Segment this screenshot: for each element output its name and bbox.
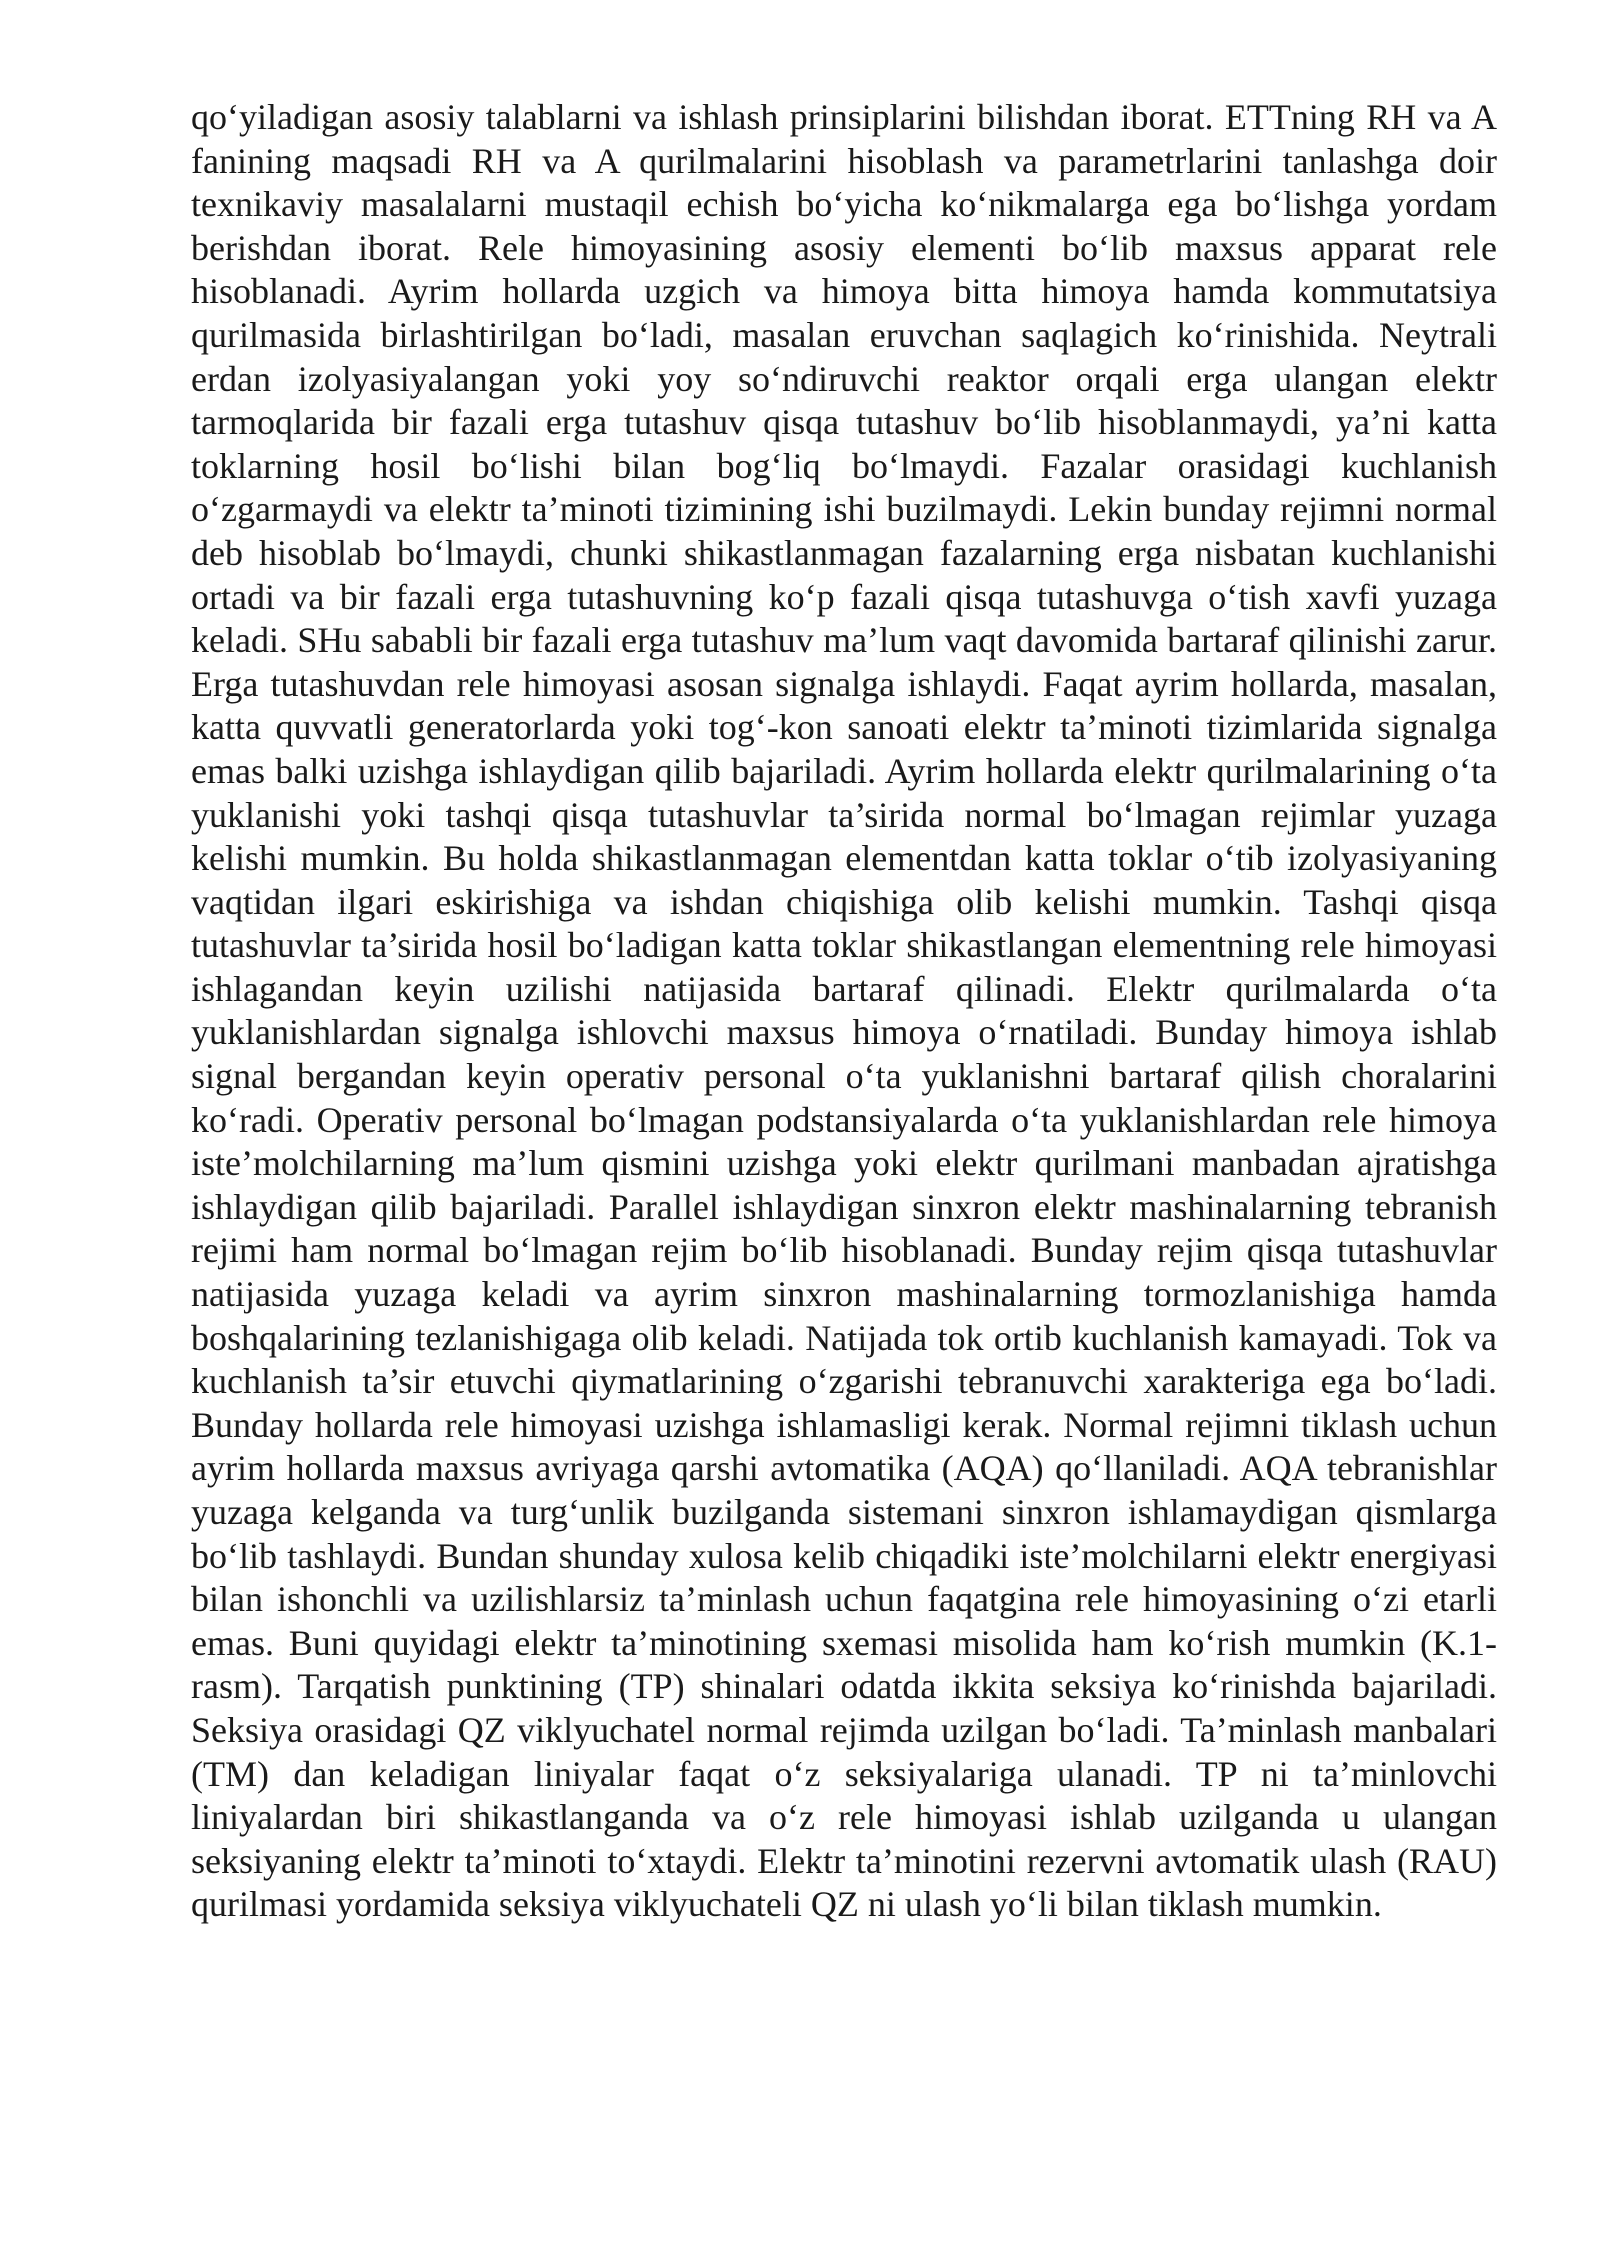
body-paragraph: qo‘yiladigan asosiy talablarni va ishlash prinsiplarini bilishdan iborat. ETTning RH va A fanining maqsadi RH va A qurilmalarini hisoblash va parametrlarini tanlashga doir texnikaviy masalalarni mustaqil echish bo‘yicha ko‘nikmalarga ega bo‘lishga yordam berishdan iborat. Rele himoyasining asosiy elementi bo‘lib maxsus apparat rele hisoblanadi. Ayrim hollarda uzgich va himoya bitta himoya hamda kommutatsiya qurilmasida birlashtirilgan bo‘ladi, masalan eruvchan saqlagich ko‘rinishida. Neytrali erdan izolyasiyalangan yoki yoy so‘ndiruvchi reaktor orqali erga ulangan elektr tarmoqlarida bir fazali erga tutashuv qisqa tutashuv bo‘lib hisoblanmaydi, ya’ni katta toklarning hosil bo‘lishi bilan bog‘liq bo‘lmaydi. Fazalar orasidagi kuchlanish o‘zgarmaydi va elektr ta’minoti tizimining ishi buzilmaydi. Lekin bunday rejimni normal deb hisoblab bo‘lmaydi, chunki shikastlanmagan fazalarning erga nisbatan kuchlanishi ortadi va bir fazali erga tutashuvning ko‘p fazali qisqa tutashuvga o‘tish xavfi yuzaga keladi. SHu sababli bir fazali erga tutashuv ma’lum vaqt davomida bartaraf qilinishi zarur. Erga tutashuvdan rele himoyasi asosan signalga ishlaydi. Faqat ayrim hollarda, masalan, katta quvvatli generatorlarda yoki tog‘-kon sanoati elektr ta’minoti tizimlarida signalga emas balki uzishga ishlaydigan qilib bajariladi. Ayrim hollarda elektr qurilmalarining o‘ta yuklanishi yoki tashqi qisqa tutashuvlar ta’sirida normal bo‘lmagan rejimlar yuzaga kelishi mumkin. Bu holda shikastlanmagan elementdan katta toklar o‘tib izolyasiyaning vaqtidan ilgari eskirishiga va ishdan chiqishiga olib kelishi mumkin. Tashqi qisqa tutashuvlar ta’sirida hosil bo‘ladigan katta toklar shikastlangan elementning rele himoyasi ishlagandan keyin uzilishi natijasida bartaraf qilinadi. Elektr qurilmalarda o‘ta yuklanishlardan signalga ishlovchi maxsus himoya o‘rnatiladi. Bunday himoya ishlab signal bergandan keyin operativ personal o‘ta yuklanishni bartaraf qilish choralarini ko‘radi. Operativ personal bo‘lmagan podstansiyalarda o‘ta yuklanishlardan rele himoya iste’molchilarning ma’lum qismini uzishga yoki elektr qurilmani manbadan ajratishga ishlaydigan qilib bajariladi. Parallel ishlaydigan sinxron elektr mashinalarning tebranish rejimi ham normal bo‘lmagan rejim bo‘lib hisoblanadi. Bunday rejim qisqa tutashuvlar natijasida yuzaga keladi va ayrim sinxron mashinalarning tormozlanishiga hamda boshqalarining tezlanishigaga olib keladi. Natijada tok ortib kuchlanish kamayadi. Tok va kuchlanish ta’sir etuvchi qiymatlarining o‘zgarishi tebranuvchi xarakteriga ega bo‘ladi. Bunday hollarda rele himoyasi uzishga ishlamasligi kerak. Normal rejimni tiklash uchun ayrim hollarda maxsus avriyaga qarshi avtomatika (AQA) qo‘llaniladi. AQA tebranishlar yuzaga kelganda va turg‘unlik buzilganda sistemani sinxron ishlamaydigan qismlarga bo‘lib tashlaydi. Bundan shunday xulosa kelib chiqadiki iste’molchilarni elektr energiyasi bilan ishonchli va uzilishlarsiz ta’minlash uchun faqatgina rele himoyasining o‘zi etarli emas. Buni quyidagi elektr ta’minotining sxemasi misolida ham ko‘rish mumkin (K.1-rasm). Tarqatish punktining (TP) shinalari odatda ikkita seksiya ko‘rinishda bajariladi. Seksiya orasidagi QZ viklyuchatel normal rejimda uzilgan bo‘ladi. Ta’minlash manbalari (TM) dan keladigan liniyalar faqat o‘z seksiyalariga ulanadi. TP ni ta’minlovchi liniyalardan biri shikastlanganda va o‘z rele himoyasi ishlab uzilganda u ulangan seksiyaning elektr ta’minoti to‘xtaydi. Elektr ta’minotini rezervni avtomatik ulash (RAU) qurilmasi yordamida seksiya viklyuchateli QZ ni ulash yo‘li bilan tiklash mumkin.: [191, 97, 1497, 1925]
